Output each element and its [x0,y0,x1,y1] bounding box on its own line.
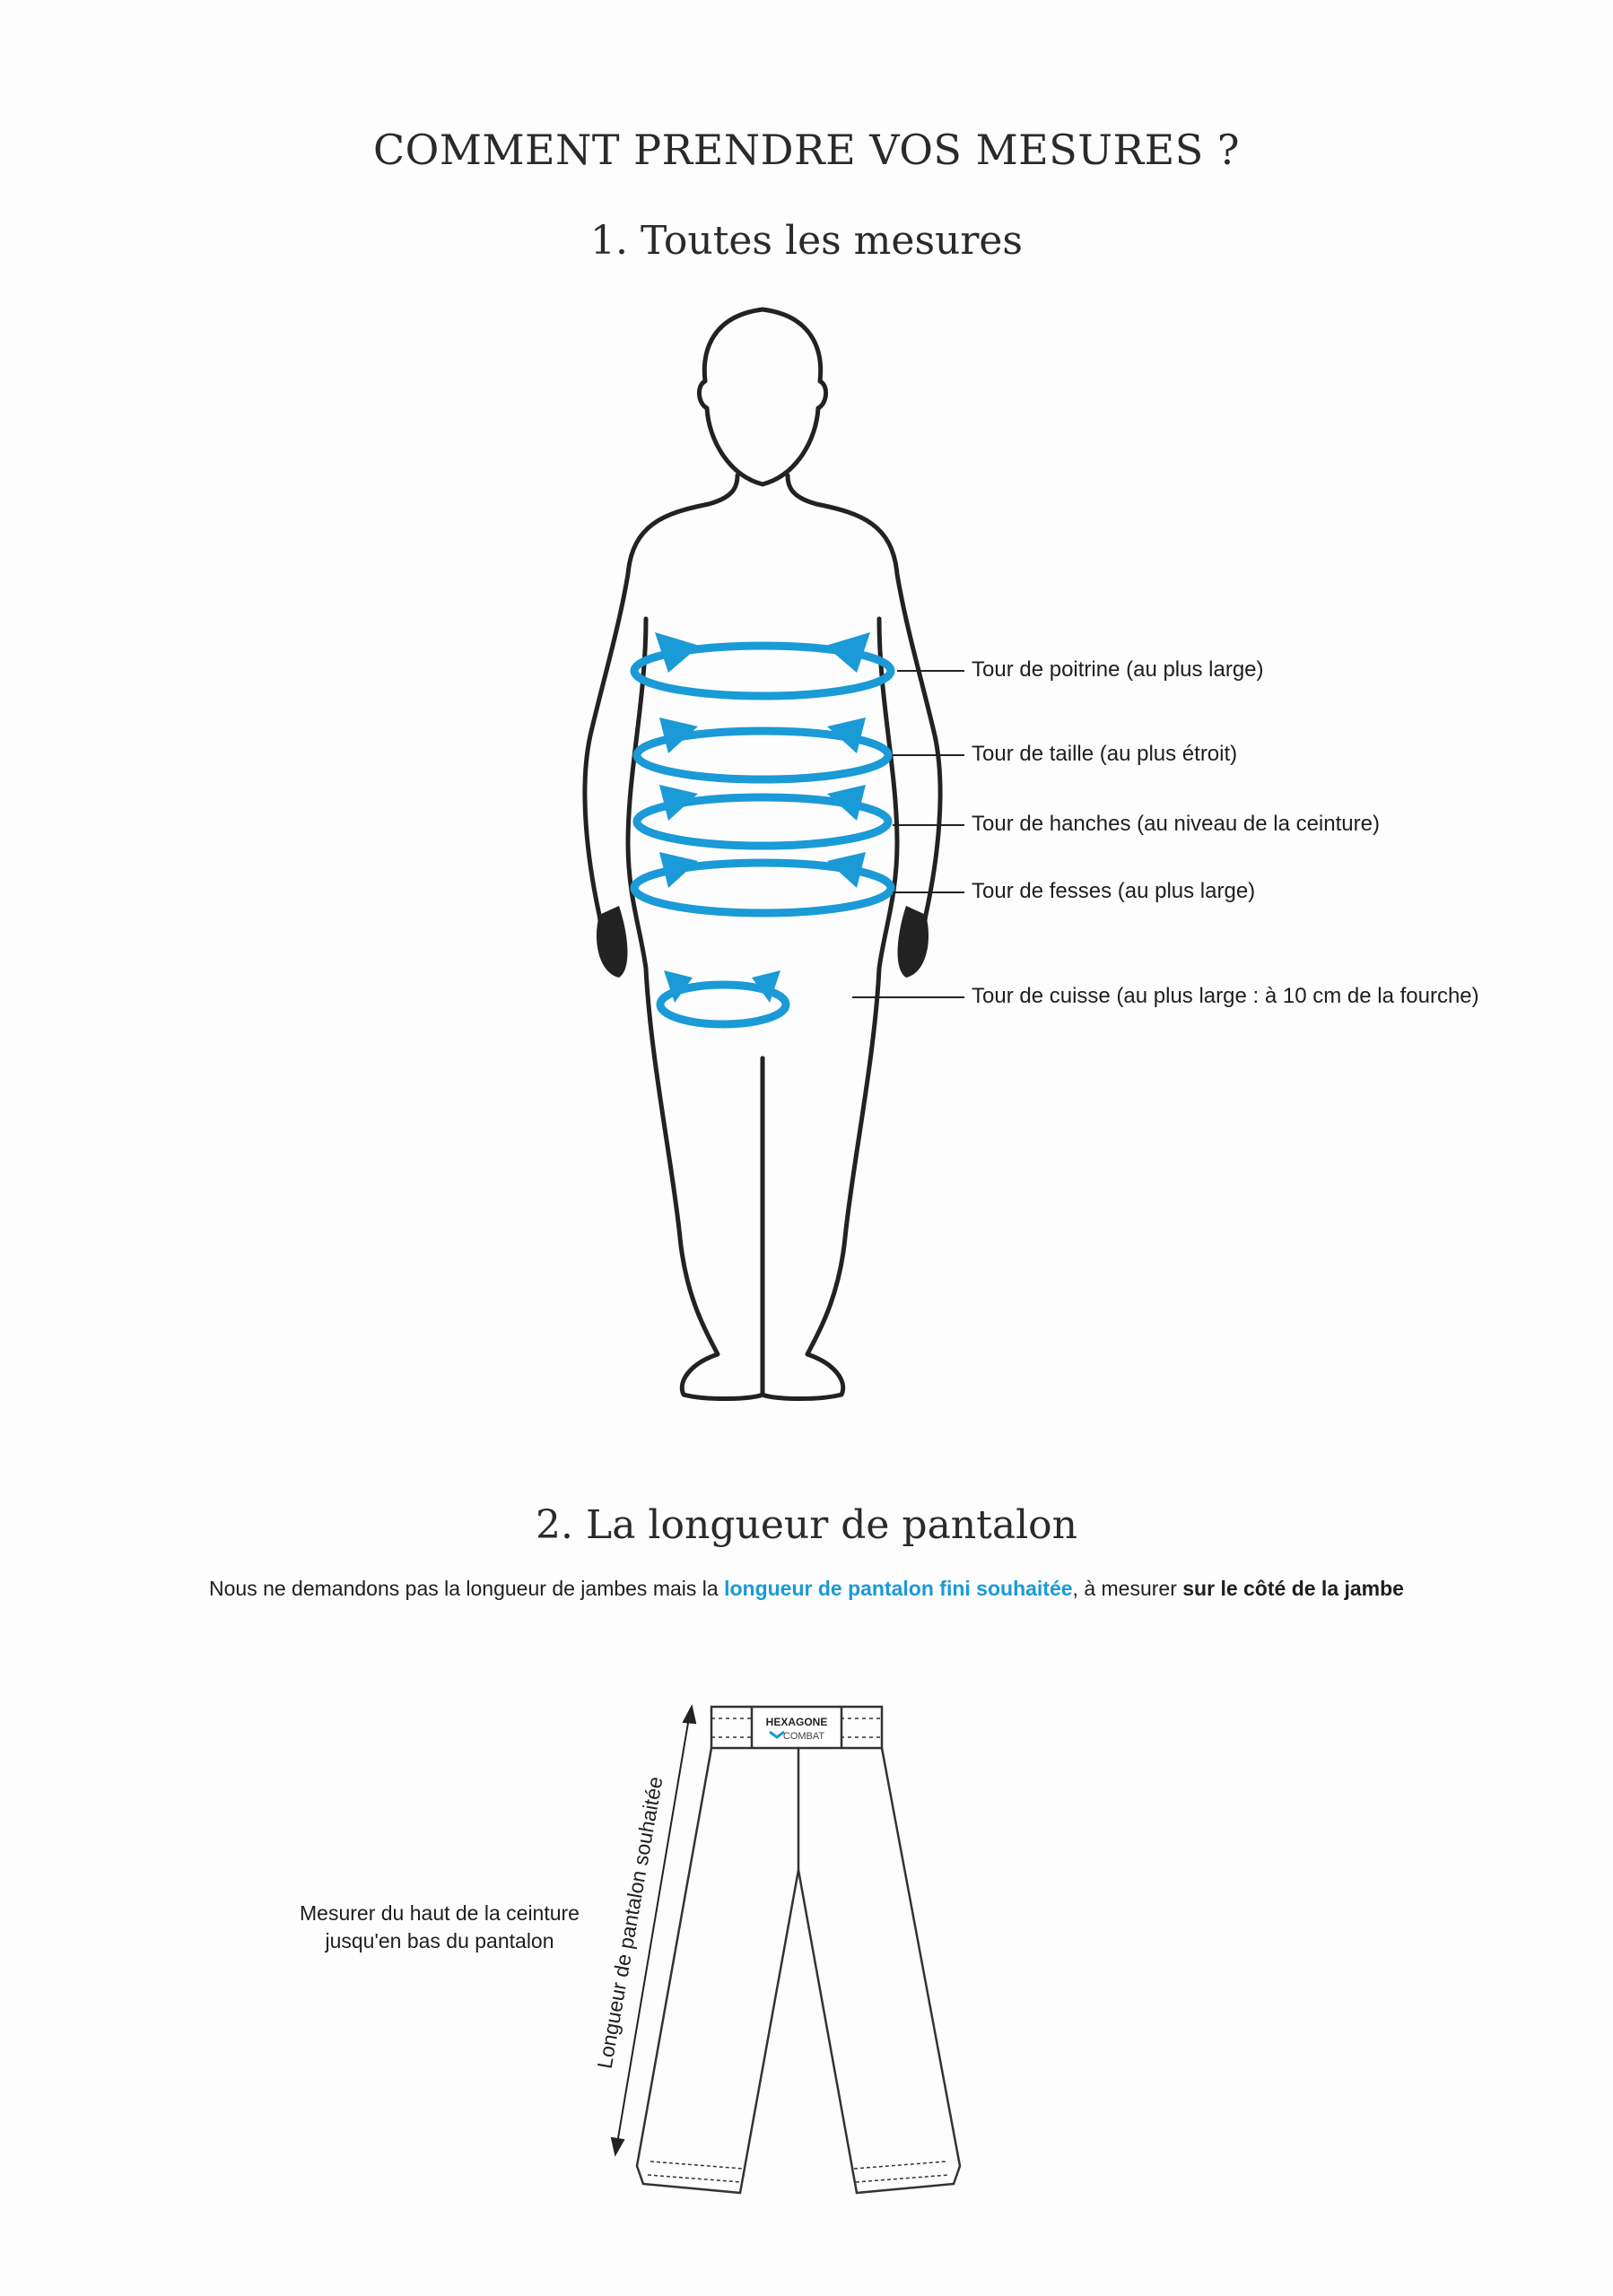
logo-text-combat: COMBAT [782,1731,825,1742]
label-waist: Tour de taille (au plus étroit) [972,742,1238,766]
section-heading-all-measurements: 1. Toutes les mesures [589,218,1024,264]
pant-length-arrow-label: Longueur de pantalon souhaitée [592,1774,667,2071]
label-thigh: Tour de cuisse (au plus large : à 10 cm de la fourche) [972,984,1479,1008]
highlight-text: longueur de pantalon fini souhaitée [724,1577,1073,1600]
label-seat: Tour de fesses (au plus large) [972,879,1256,903]
section-heading-pant-length: 2. La longueur de pantalon [536,1502,1077,1548]
label-hips: Tour de hanches (au niveau de la ceinture) [972,812,1380,836]
logo-text-hexagone: HEXAGONE [765,1716,828,1728]
pant-length-intro: Nous ne demandons pas la longueur de jambes mais la longueur de pantalon fini souhaitée, à mesurer sur le côté de la jambe [209,1577,1404,1600]
measurement-instruction: Mesurer du haut de la ceinture jusqu'en bas du pantalon [300,1901,580,1952]
page-title: COMMENT PRENDRE VOS MESURES ? [372,126,1241,174]
bold-text: sur le côté de la jambe [1182,1577,1404,1600]
label-chest: Tour de poitrine (au plus large) [972,657,1264,682]
